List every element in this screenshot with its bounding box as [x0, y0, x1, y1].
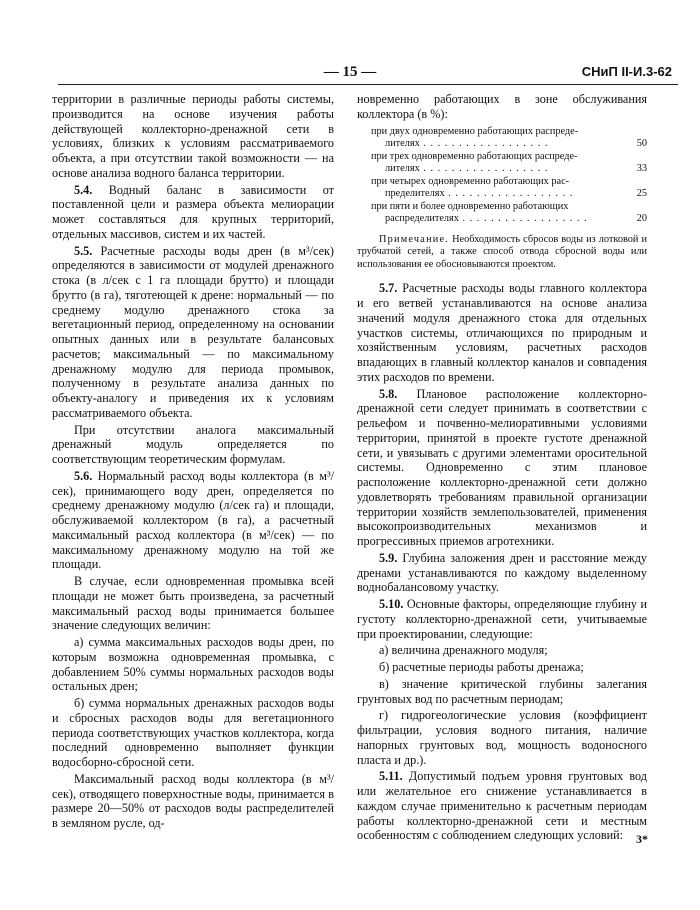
row-label-line1: при пяти и более одновременно работающих [371, 200, 569, 212]
header-rule [58, 84, 678, 85]
paragraph [357, 551, 647, 595]
paragraph [52, 183, 334, 242]
right-column-intro: новременно работающих в зоне обслуживания коллектора (в %): [357, 92, 647, 121]
clause-number: 5.10. [379, 597, 404, 612]
left-column [52, 92, 334, 833]
paragraph-text: б) сумма нормальных дренажных расходов воды и сбросных расходов воды для вегетационного периода соответствующих участков коллектора, когда последний одновременно выполняет функции водосборно-сбросной сети. [52, 696, 334, 769]
document-code: СНиП II-И.3-62 [581, 64, 672, 79]
leader-dots: . . . . . . . . . . . . . . . . . . [419, 138, 549, 149]
leader-dots: . . . . . . . . . . . . . . . . . . [458, 213, 588, 224]
clause-number: 5.8. [379, 386, 398, 401]
clause-number: 5.7. [379, 281, 398, 296]
table-row-label [371, 201, 625, 226]
paragraph-text: в) значение критической глубины залегания грунтовых вод по расчетным периодам; [357, 676, 647, 706]
row-label-line1: при трех одновременно работающих распреде- [371, 150, 578, 162]
collector-table [371, 126, 647, 226]
paragraph [52, 469, 334, 572]
paragraph-text: Допустимый подъем уровня грунтовых вод или желательное его снижение устанавливается в каждом случае применительно к расчетным периодам работы коллекторно-дренажной сети и местным особенностям с соблюдением следующих условий: [357, 769, 647, 843]
paragraph [357, 643, 647, 658]
clause-number: 5.6. [74, 468, 93, 483]
table-row-label [371, 126, 625, 151]
row-label-line2 [371, 163, 625, 176]
right-column-body [357, 281, 647, 843]
paragraph-text: г) гидрогеологические условия (коэффициент фильтрации, условия водного питания, наличие напорных грунтовых вод, мощность водоносного пласта и др.). [357, 708, 647, 767]
clause-number: 5.9. [379, 550, 398, 565]
paragraph [52, 574, 334, 633]
paragraph [357, 677, 647, 707]
clause-number: 5.5. [74, 243, 93, 258]
paragraph-text: а) сумма максимальных расходов воды дрен, по которым возможна одновременная промывка, с добавлением 50% суммы нормальных расходов воды остальных дрен; [52, 635, 334, 694]
note-text: Необходимость сбросов воды из лотковой и трубчатой сетей, а также способ отвода сбросной воды или использования ее обосновываются проектом. [357, 233, 647, 270]
table-row [371, 126, 647, 151]
paragraph [357, 769, 647, 843]
paragraph-text: Расчетные расходы воды главного коллектора и его ветвей устанавливаются на основе анализа значений модуля дренажного стока для отдельных участков системы, отличающихся по природным и хозяйственным условиям, расчетных расходов впадающих в главный коллектор каналов и совпадения этих расходов по времени. [357, 281, 647, 384]
footer-mark: 3* [636, 832, 648, 846]
paragraph-text: Плановое расположение коллекторно-дренажной сети следует принимать в соответствии с рельефом и почвенно-мелиоративными условиями территории, принятой в проекте густоте дренажной сети, и увязывать с другими элементами оросительной системы. Одновременно с этим плановое расположение коллекторно-дренажной сети должно удовлетворять требованиям правильной организации территории хозяйств землепользователей, применения высокопроизводительных механизмов и прогрессивных приемов агротехники. [357, 386, 647, 549]
table-row-value: 20 [636, 213, 647, 224]
row-label-line2 [371, 188, 625, 201]
paragraph-text: б) расчетные периоды работы дренажа; [379, 660, 584, 675]
clause-number: 5.4. [74, 182, 93, 197]
table-row [371, 151, 647, 176]
leader-dots: . . . . . . . . . . . . . . . . . . [419, 163, 549, 174]
row-label-line2-text: пределителях [385, 188, 445, 199]
note [357, 234, 647, 272]
row-label-line1: при двух одновременно работающих распреде- [371, 125, 579, 137]
row-label-line2 [371, 213, 625, 226]
clause-number: 5.11. [379, 769, 403, 784]
paragraph [357, 281, 647, 384]
leader-dots: . . . . . . . . . . . . . . . . . . [444, 188, 574, 199]
paragraph [52, 772, 334, 831]
paragraph-text: Максимальный расход воды коллектора (в м³/сек), отводящего поверхностные воды, принимается в размере 20—50% от расходов воды распределителей в земляном русле, од- [52, 771, 334, 830]
table-row-label [371, 176, 625, 201]
paragraph [357, 597, 647, 641]
paragraph [52, 635, 334, 694]
paragraph [52, 92, 334, 181]
table-row-value: 50 [636, 138, 647, 149]
paragraph-text: Нормальный расход воды коллектора (в м³/сек), принимающего воду дрен, определяется по среднему дренажному модулю (л/сек га) и площади, обслуживаемой коллектором (в га), а расчетный максимальный расход коллектора (в м³/сек) — по максимальному дренажному модулю на той же площади. [52, 468, 334, 572]
paragraph-text: Расчетные расходы воды дрен (в м³/сек) определяются в зависимости от модулей дренажного стока (в л/сек с 1 га площади брутто) и площади брутто (в га), тяготеющей к дрене: нормальный — по среднему модулю дренажного стока за вегетационный период, определенному на основании опытных данных или в результате балансовых расчетов; максимальный — по максимальному дренажному модулю для периода промывок, полученному в результате анализа данных по объекту-аналогу и приведения их к условиям рассматриваемого объекта. [52, 243, 334, 420]
page-number: — 15 — [323, 64, 377, 80]
row-label-line2-text: лителях [385, 138, 420, 149]
paragraph [52, 244, 334, 421]
paragraph [357, 708, 647, 767]
row-label-line1: при четырех одновременно работающих рас- [371, 175, 570, 187]
table-row [371, 201, 647, 226]
paragraph-text: территории в различные периоды работы системы, производится на основе изучения работы действующей коллекторно-дренажной сети в условиях, близких к условиям рассматриваемого объекта, а при отсутствии такой возможности — на основе анализа водного баланса территории. [52, 92, 334, 180]
paragraph-text: Основные факторы, определяющие глубину и густоту коллекторно-дренажной сети, учитываемые при проектировании, следующие: [357, 597, 647, 641]
paragraph [52, 423, 334, 467]
paragraph-text: Водный баланс в зависимости от поставленной цели и размера объекта мелиорации может составляться для крупных территорий, отдельных массивов, систем и их частей. [52, 182, 334, 241]
note-label: Примечание. [379, 233, 450, 245]
paragraph [357, 387, 647, 549]
paragraph [52, 696, 334, 770]
row-label-line2-text: лителях [385, 163, 420, 174]
table-row-value: 25 [636, 188, 647, 199]
paragraph-text: а) величина дренажного модуля; [379, 643, 548, 658]
row-label-line2-text: распределителях [385, 213, 459, 224]
table-row-label [371, 151, 625, 176]
table-row-value: 33 [636, 163, 647, 174]
table-row [371, 176, 647, 201]
paragraph-text: При отсутствии аналога максимальный дренажный модуль определяется по соответствующим теоретическим формулам. [52, 422, 334, 466]
row-label-line2 [371, 138, 625, 151]
paragraph-text: Глубина заложения дрен и расстояние между дренами устанавливаются по каждому выделенному воднобалансовому участку. [357, 550, 647, 595]
right-column [357, 92, 647, 845]
paragraph-text: В случае, если одновременная промывка всей площади не может быть произведена, за расчетный максимальный расход воды принимается большее значение следующих величин: [52, 574, 334, 633]
paragraph [357, 660, 647, 675]
